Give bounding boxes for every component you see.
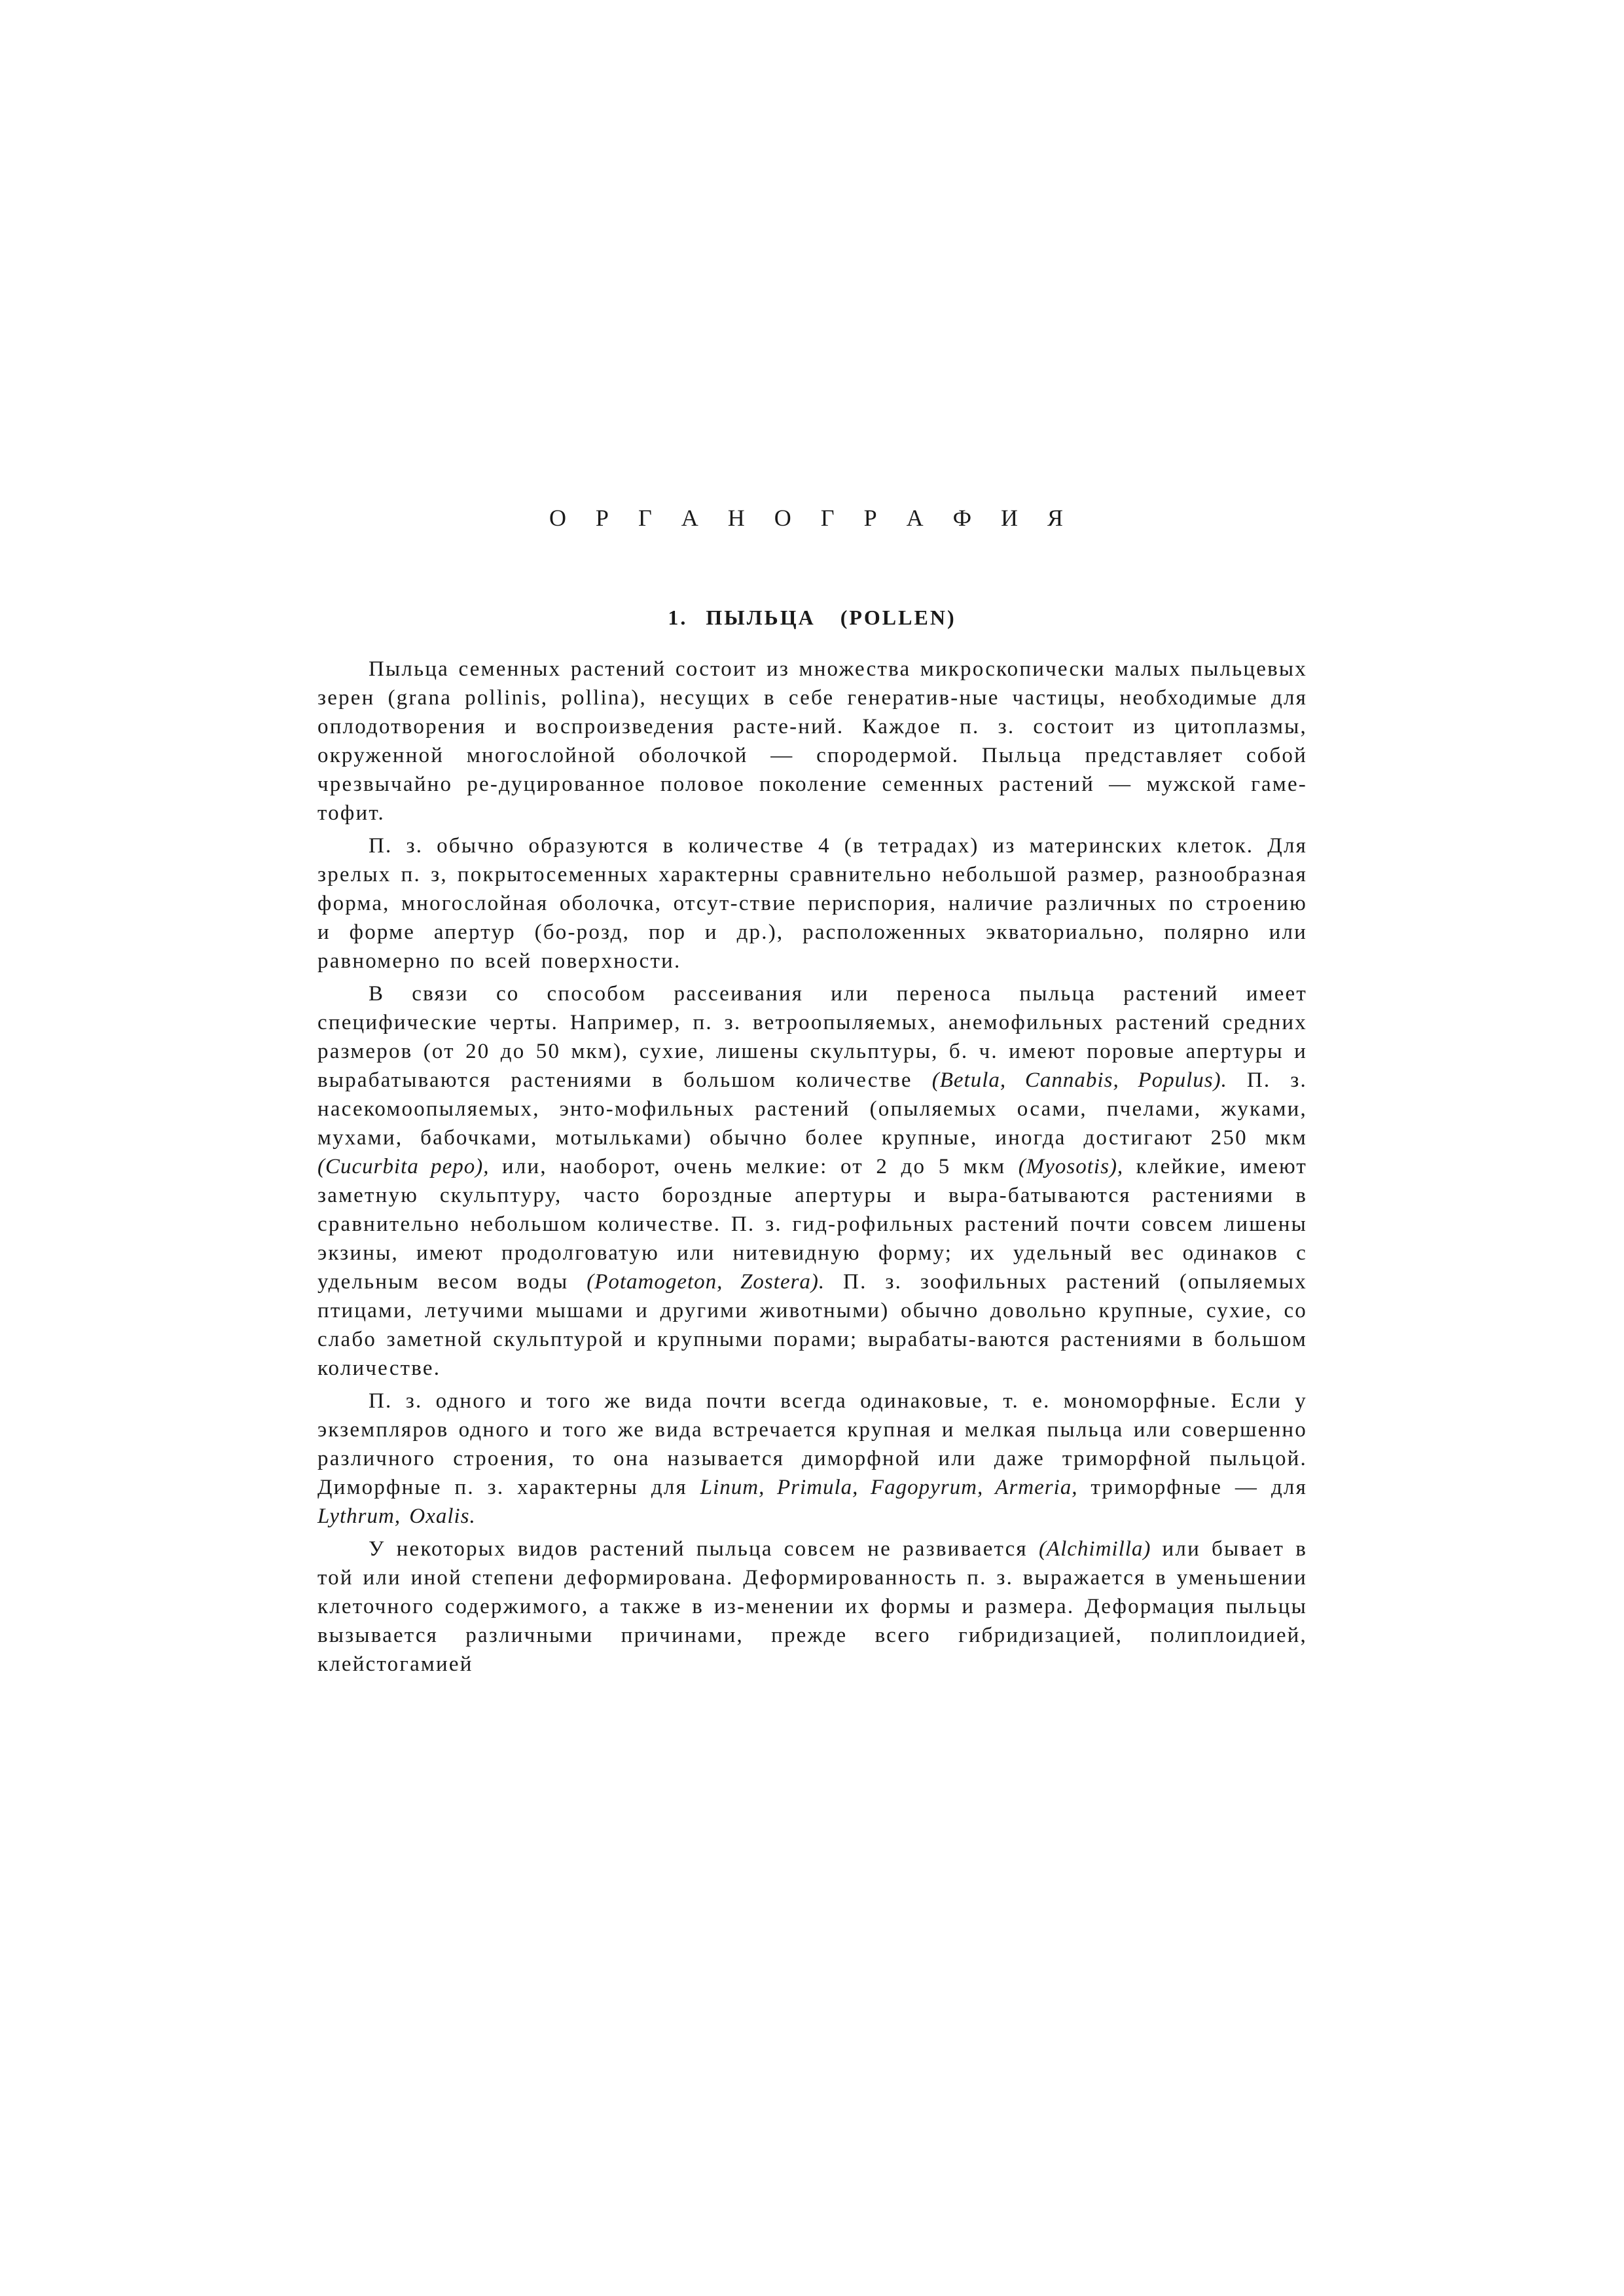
- taxon-italic: (Potamogeton, Zostera).: [586, 1270, 825, 1294]
- text-segment: или бывает в той или иной степени деформирована. Деформированность п. з. выражается в уменьшении клеточного содержимого, а также в из-менении их формы и размера. Деформация пыльцы вызывается различными причинами, прежде всего гибридизацией, полиплоидией, клейстогамией: [317, 1537, 1307, 1676]
- taxon-italic: Linum, Primula, Fagopyrum, Armeria,: [700, 1476, 1078, 1499]
- text-segment: В связи со способом рассеивания или переноса пыльца растений имеет специфические черты. Например, п. з. ветроопыляемых, анемофильных растений средних размеров (от 20 до 50 мкм), сухие, лишены скульптуры, б. ч. имеют поровые апертуры и вырабатываются растениями в большом количестве: [317, 982, 1307, 1092]
- section-title: [0, 606, 1624, 630]
- text-segment: или, наоборот, очень мелкие: от 2 до 5 мкм: [489, 1155, 1019, 1178]
- section-number: 1.: [668, 606, 688, 629]
- text-segment: клейкие, имеют заметную скульптуру, часто бороздные апертуры и выра-батываются растениями в сравнительно небольшом количестве. П. з. гид-рофильных растений почти совсем лишены экзины, имеют продолговатую или нитевидную форму; их удельный вес одинаков с удельным весом воды: [317, 1155, 1307, 1294]
- chapter-heading: О Р Г А Н О Г Р А Ф И Я: [549, 505, 1075, 531]
- taxon-italic: (Betula, Cannabis, Populus).: [931, 1068, 1227, 1092]
- taxon-italic: (Alchimilla): [1038, 1537, 1151, 1561]
- paragraph: [317, 655, 1307, 828]
- section-latin-name: (POLLEN): [840, 606, 956, 629]
- taxon-italic: (Cucurbita pepo),: [317, 1155, 490, 1178]
- section-name: ПЫЛЬЦА: [706, 606, 816, 629]
- paragraph: [317, 979, 1307, 1383]
- text-segment: П. з. насекомоопыляемых, энто-мофильных растений (опыляемых осами, пчелами, жуками, мухами, бабочками, мотыльками) обычно более крупные, иногда достигают 250 мкм: [317, 1068, 1307, 1150]
- paragraph: [317, 831, 1307, 975]
- text-segment: триморфные — для: [1077, 1476, 1307, 1499]
- text-segment: П. з. зоофильных растений (опыляемых птицами, летучими мышами и другими животными) обычно довольно крупные, сухие, со слабо заметной скульптурой и крупными порами; вырабаты-ваются растениями в большом количестве.: [317, 1270, 1307, 1380]
- text-segment: У некоторых видов растений пыльца совсем не развивается: [369, 1537, 1039, 1561]
- body-text: [317, 655, 1307, 1683]
- paragraph: [317, 1535, 1307, 1679]
- text-segment: П. з. одного и того же вида почти всегда одинаковые, т. е. мономорфные. Если у экземпляров одного и того же вида встречается крупная и мелкая пыльца или совершенно различного строения, то она называется диморфной или даже триморфной пыльцой. Диморфные п. з. характерны для: [317, 1389, 1307, 1499]
- text-segment: П. з. обычно образуются в количестве 4 (в тетрадах) из материнских клеток. Для зрелых п. з, покрытосеменных характерны сравнительно небольшой размер, разнообразная форма, многослойная оболочка, отсут-ствие периспория, наличие различных по строению и форме апертур (бо-розд, пор и др.), расположенных экваториально, полярно или равномерно по всей поверхности.: [317, 834, 1307, 973]
- text-segment: Пыльца семенных растений состоит из множества микроскопически малых пыльцевых зерен (grana pollinis, pollina), несущих в себе генератив-ные частицы, необходимые для оплодотворения и воспроизведения расте-ний. Каждое п. з. состоит из цитоплазмы, окруженной многослойной оболочкой — спородермой. Пыльца представляет собой чрезвычайно ре-дуцированное половое поколение семенных растений — мужской гаме-тофит.: [317, 657, 1307, 825]
- taxon-italic: Lythrum, Oxalis.: [317, 1504, 476, 1528]
- taxon-italic: (Myosotis),: [1018, 1155, 1124, 1178]
- paragraph: [317, 1387, 1307, 1531]
